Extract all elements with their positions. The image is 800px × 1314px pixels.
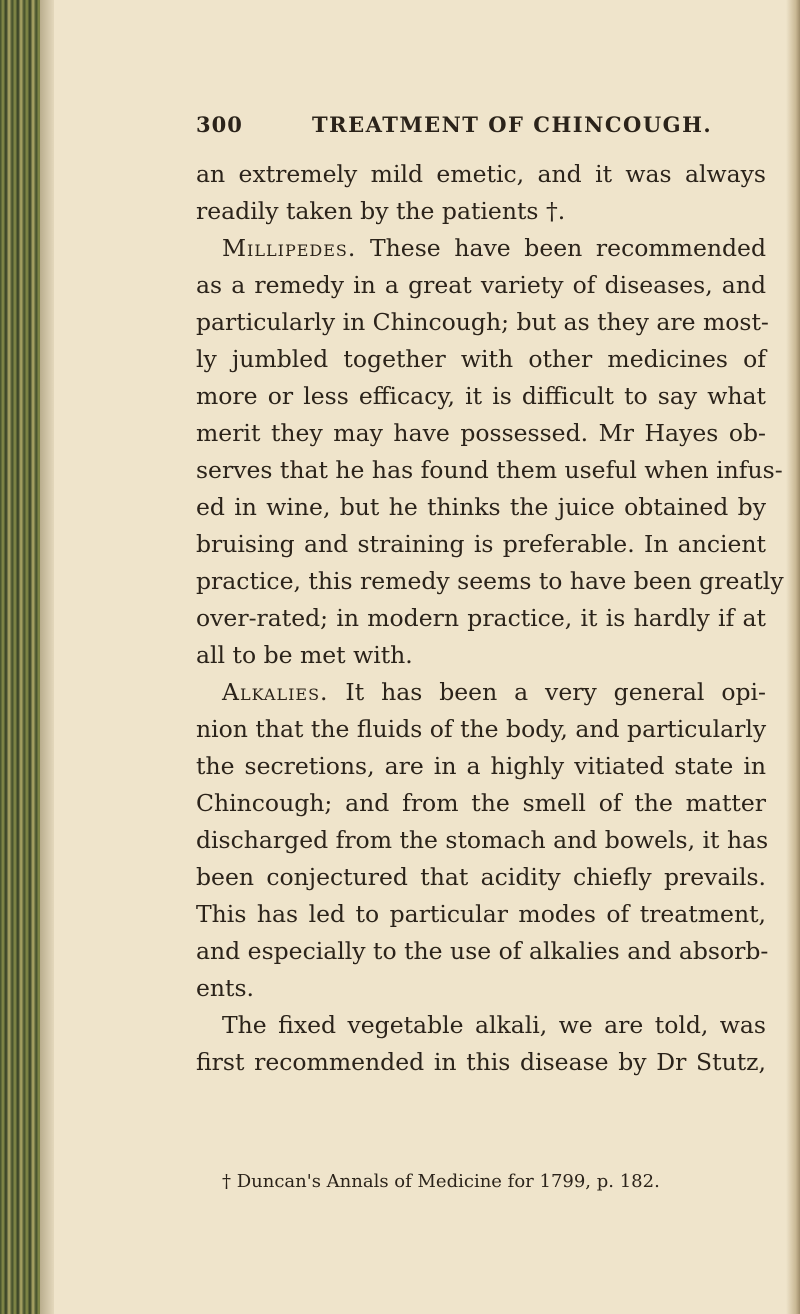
page-number: 300 (196, 112, 243, 137)
section-heading-millipedes: Millipedes. (222, 234, 357, 262)
text-line: all to be met with. (196, 641, 413, 669)
text-line: merit they may have possessed. Mr Hayes ob- (196, 419, 766, 447)
text-line: ly jumbled together with other medicines of (196, 345, 766, 373)
text-line: ed in wine, but he thinks the juice obtained by (196, 493, 766, 521)
text-line: This has led to particular modes of treatment, (196, 900, 766, 928)
text-line: Millipedes. These have been recommended (222, 234, 766, 262)
text-line: practice, this remedy seems to have been greatly (196, 567, 784, 595)
text-line: discharged from the stomach and bowels, it has (196, 826, 769, 854)
text-line: particularly in Chincough; but as they are most- (196, 308, 769, 336)
text-line: nion that the fluids of the body, and particularly (196, 715, 767, 743)
text-line: more or less efficacy, it is difficult to say what (196, 382, 766, 410)
text-line: first recommended in this disease by Dr Stutz, (196, 1048, 766, 1076)
text-line: Alkalies. It has been a very general opi- (222, 678, 766, 706)
text-line: ents. (196, 974, 255, 1002)
text-line: been conjectured that acidity chiefly prevails. (196, 863, 766, 891)
text-line: Chincough; and from the smell of the matter (196, 789, 766, 817)
text-line: the secretions, are in a highly vitiated state in (196, 752, 766, 780)
text-line: readily taken by the patients †. (196, 197, 566, 225)
running-title: TREATMENT OF CHINCOUGH. (312, 112, 713, 137)
text-line: an extremely mild emetic, and it was always (196, 160, 766, 188)
body-text (196, 156, 784, 1081)
text-line: serves that he has found them useful when infus- (196, 456, 783, 484)
footnote: † Duncan's Annals of Medicine for 1799, p. 182. (222, 1171, 660, 1192)
section-heading-alkalies: Alkalies. (222, 678, 329, 706)
text-line: The fixed vegetable alkali, we are told, was (222, 1011, 766, 1039)
text-line: and especially to the use of alkalies and absorb- (196, 937, 769, 965)
text-line: bruising and straining is preferable. In ancient (196, 530, 766, 558)
text-line: over-rated; in modern practice, it is hardly if at (196, 604, 766, 632)
text-line: as a remedy in a great variety of diseases, and (196, 271, 766, 299)
